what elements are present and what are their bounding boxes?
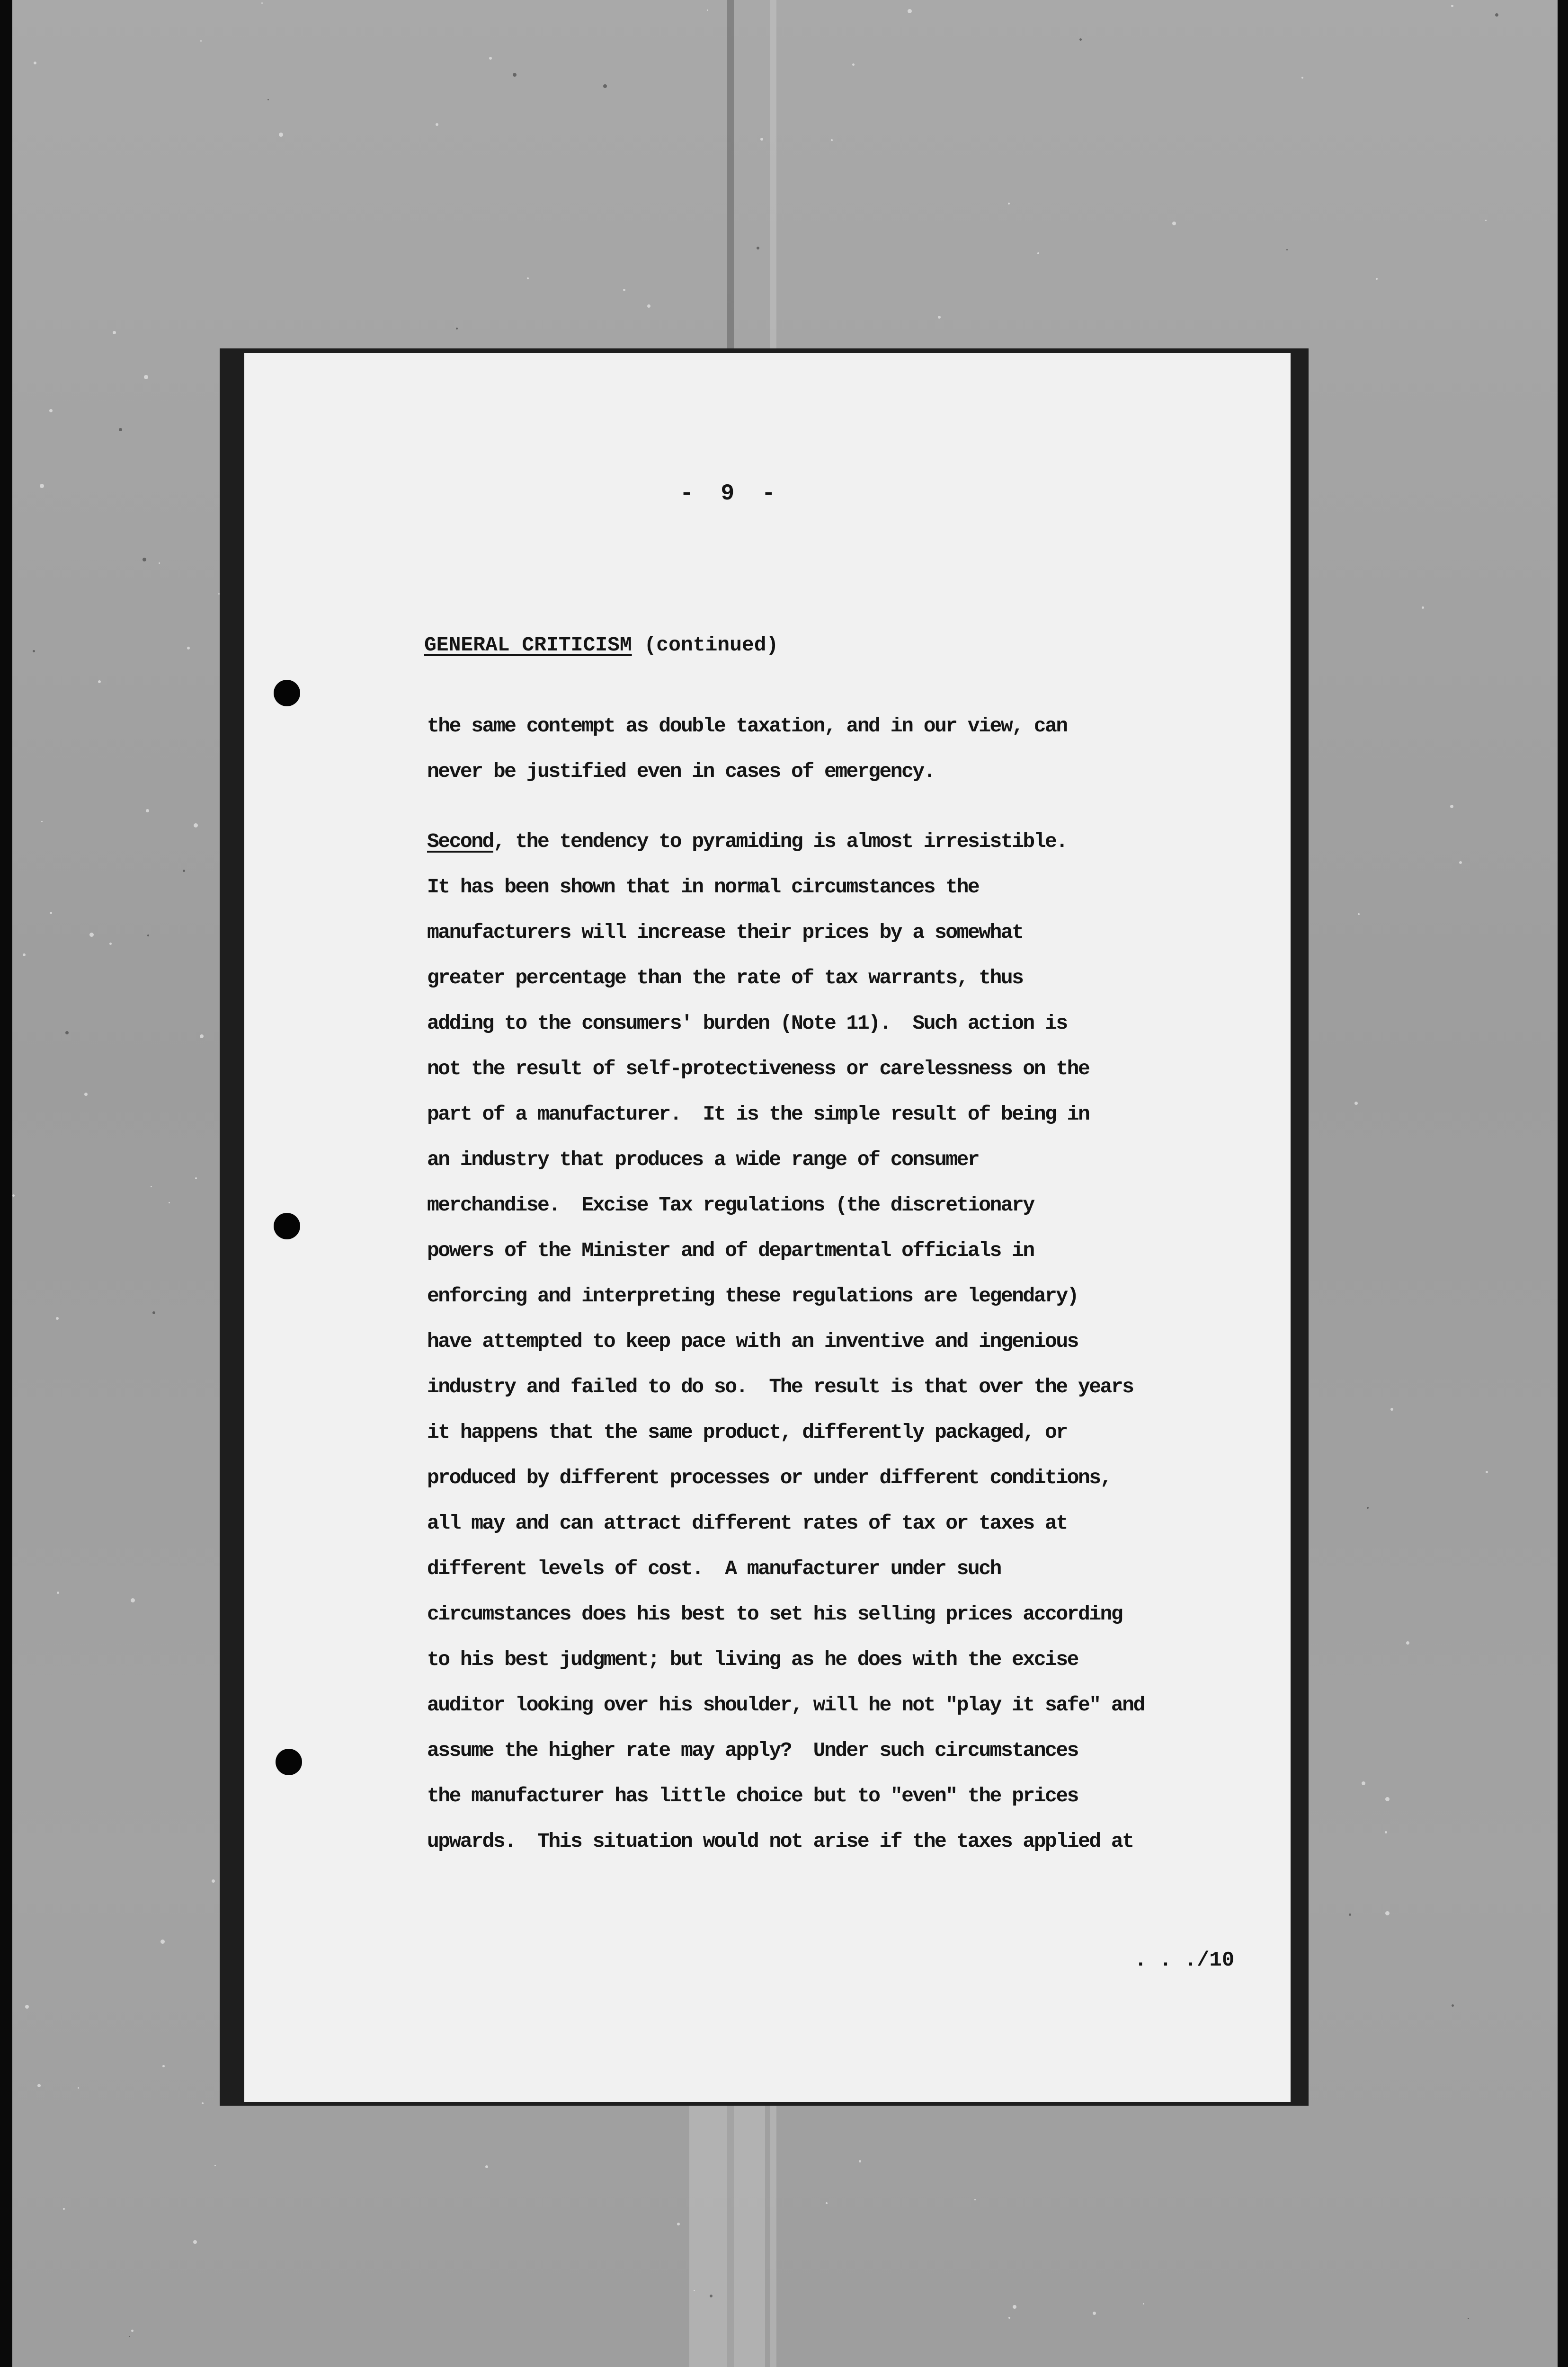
film-speck [938, 316, 941, 319]
film-speck [1422, 606, 1424, 609]
film-speck [25, 2005, 29, 2009]
film-speck [195, 1177, 197, 1179]
film-speck [78, 2087, 79, 2089]
text-line: auditor looking over his shoulder, will he not "play it safe" and [427, 1693, 1144, 1717]
film-speck [34, 62, 36, 64]
film-speck [1037, 252, 1039, 254]
text-line: It has been shown that in normal circumstances the [427, 875, 979, 899]
film-speck [193, 2240, 197, 2244]
film-edge-left [0, 0, 12, 2367]
film-speck [202, 2102, 204, 2104]
film-speck [37, 2084, 41, 2087]
film-speck [159, 562, 160, 564]
film-speck [527, 277, 529, 279]
film-speck [1376, 278, 1378, 280]
film-speck [279, 133, 283, 137]
film-speck [1468, 2318, 1469, 2319]
film-speck [49, 409, 53, 412]
film-speck [267, 99, 269, 100]
film-speck [89, 933, 94, 937]
film-speck [1008, 2317, 1010, 2319]
film-speck [489, 57, 492, 60]
film-speck [1406, 1641, 1409, 1645]
text-line: circumstances does his best to set his selling prices according [427, 1602, 1123, 1626]
film-speck [1385, 1831, 1387, 1833]
text-line: merchandise. Excise Tax regulations (the discretionary [427, 1193, 1034, 1217]
text-line: manufacturers will increase their prices by a somewhat [427, 921, 1023, 944]
film-speck [147, 934, 149, 936]
film-speck [1093, 2312, 1096, 2315]
film-speck [200, 40, 202, 42]
film-speck [63, 2208, 65, 2210]
text-line: never be justified even in cases of emergency. [427, 760, 935, 783]
film-speck [831, 139, 833, 141]
film-speck [1450, 805, 1453, 808]
text-line [427, 819, 1241, 864]
emphasis-word: Second [427, 830, 493, 853]
text-line: part of a manufacturer. It is the simple result of being in [427, 1103, 1089, 1126]
film-speck [1390, 1408, 1393, 1411]
film-speck [1008, 203, 1010, 205]
film-speck [214, 2165, 216, 2166]
film-speck [119, 428, 122, 431]
film-speck [1459, 861, 1462, 864]
film-speck [859, 2160, 861, 2162]
film-speck [1013, 2305, 1016, 2309]
film-speck [908, 9, 912, 13]
text-line: the same contempt as double taxation, and in our view, can [427, 714, 1067, 738]
section-heading [424, 633, 778, 657]
film-speck [57, 1592, 59, 1594]
film-speck [183, 870, 185, 872]
film-speck [1451, 5, 1453, 7]
film-speck [98, 680, 101, 683]
film-speck [1486, 1471, 1488, 1473]
punch-hole [276, 1749, 302, 1775]
film-speck [261, 2, 263, 4]
film-speck [1172, 222, 1176, 225]
film-speck [1385, 1797, 1390, 1801]
film-speck [603, 84, 607, 88]
body-text [427, 703, 1241, 1864]
film-speck [23, 953, 26, 956]
film-speck [760, 138, 763, 141]
film-speck [623, 289, 625, 291]
film-speck [1349, 1913, 1351, 1916]
section-heading-suffix: (continued) [632, 633, 779, 657]
film-speck [677, 2223, 680, 2225]
film-speck [151, 1186, 152, 1187]
text-line: industry and failed to do so. The result is that over the years [427, 1375, 1133, 1398]
continuation-marker: . . ./10 [1134, 1949, 1235, 1972]
film-speck [485, 2165, 488, 2168]
text-line: powers of the Minister and of departmental officials in [427, 1239, 1034, 1262]
text-line: enforcing and interpreting these regulations are legendary) [427, 1284, 1078, 1308]
film-speck [707, 9, 708, 11]
film-speck [710, 2295, 713, 2297]
text-line: adding to the consumers' burden (Note 11). Such action is [427, 1012, 1067, 1035]
text-line: the manufacturer has little choice but to "even" the prices [427, 1784, 1078, 1807]
film-speck [1367, 1507, 1369, 1509]
film-speck [131, 1598, 135, 1602]
film-speck [757, 247, 759, 249]
film-speck [187, 647, 190, 650]
film-speck [826, 2202, 828, 2204]
film-speck [456, 328, 458, 329]
film-speck [169, 1202, 170, 1203]
film-speck [50, 912, 52, 914]
text-line: to his best judgment; but living as he does with the excise [427, 1648, 1078, 1671]
film-speck [647, 304, 650, 308]
text-line: not the result of self-protectiveness or carelessness on the [427, 1057, 1089, 1080]
film-speck [143, 558, 146, 561]
text-line: have attempted to keep pace with an inventive and ingenious [427, 1330, 1078, 1353]
film-speck [84, 1093, 88, 1096]
film-speck [65, 1031, 69, 1034]
film-speck [162, 2065, 165, 2067]
text-line-rest: , the tendency to pyramiding is almost irresistible. [493, 830, 1067, 853]
document-page [244, 353, 1291, 2102]
punch-hole [274, 680, 300, 706]
film-speck [1485, 220, 1487, 221]
film-speck [131, 2330, 134, 2332]
film-speck [113, 331, 116, 334]
film-speck [41, 821, 43, 822]
page-number: - 9 - [680, 481, 775, 507]
film-speck [436, 123, 438, 126]
film-speck [852, 63, 855, 66]
film-speck [694, 2290, 695, 2291]
film-speck [1495, 13, 1498, 17]
film-speck [194, 823, 198, 828]
film-speck [160, 1940, 165, 1944]
text-line: upwards. This situation would not arise if the taxes applied at [427, 1830, 1133, 1853]
film-speck [1358, 913, 1360, 915]
text-line: all may and can attract different rates of tax or taxes at [427, 1512, 1067, 1535]
film-edge-right [1558, 0, 1568, 2367]
film-speck [40, 484, 44, 488]
film-speck [1301, 77, 1303, 79]
film-speck [513, 73, 517, 77]
punch-hole [274, 1213, 300, 1239]
film-speck [1385, 1911, 1390, 1915]
film-speck [56, 1317, 59, 1320]
text-line: assume the higher rate may apply? Under such circumstances [427, 1739, 1078, 1762]
film-speck [974, 2199, 976, 2200]
film-speck [12, 1194, 15, 1197]
film-speck [129, 2336, 130, 2337]
film-speck [200, 1034, 204, 1038]
film-speck [109, 943, 112, 945]
section-heading-title: GENERAL CRITICISM [424, 633, 632, 657]
tape-strip [689, 2092, 765, 2367]
film-speck [1286, 249, 1288, 250]
film-speck [33, 650, 35, 652]
film-speck [152, 1311, 155, 1314]
film-speck [1079, 38, 1082, 41]
text-line: different levels of cost. A manufacturer under such [427, 1557, 1001, 1580]
film-speck [212, 1879, 215, 1883]
text-line: greater percentage than the rate of tax warrants, thus [427, 966, 1023, 989]
text-line: an industry that produces a wide range of consumer [427, 1148, 979, 1171]
text-line: produced by different processes or under different conditions, [427, 1466, 1111, 1489]
film-speck [1354, 1102, 1358, 1105]
text-line: it happens that the same product, differently packaged, or [427, 1421, 1067, 1444]
film-speck [144, 375, 148, 379]
film-speck [1452, 2004, 1454, 2007]
film-speck [1143, 2303, 1144, 2305]
film-speck [146, 809, 149, 812]
film-speck [1362, 1781, 1365, 1785]
